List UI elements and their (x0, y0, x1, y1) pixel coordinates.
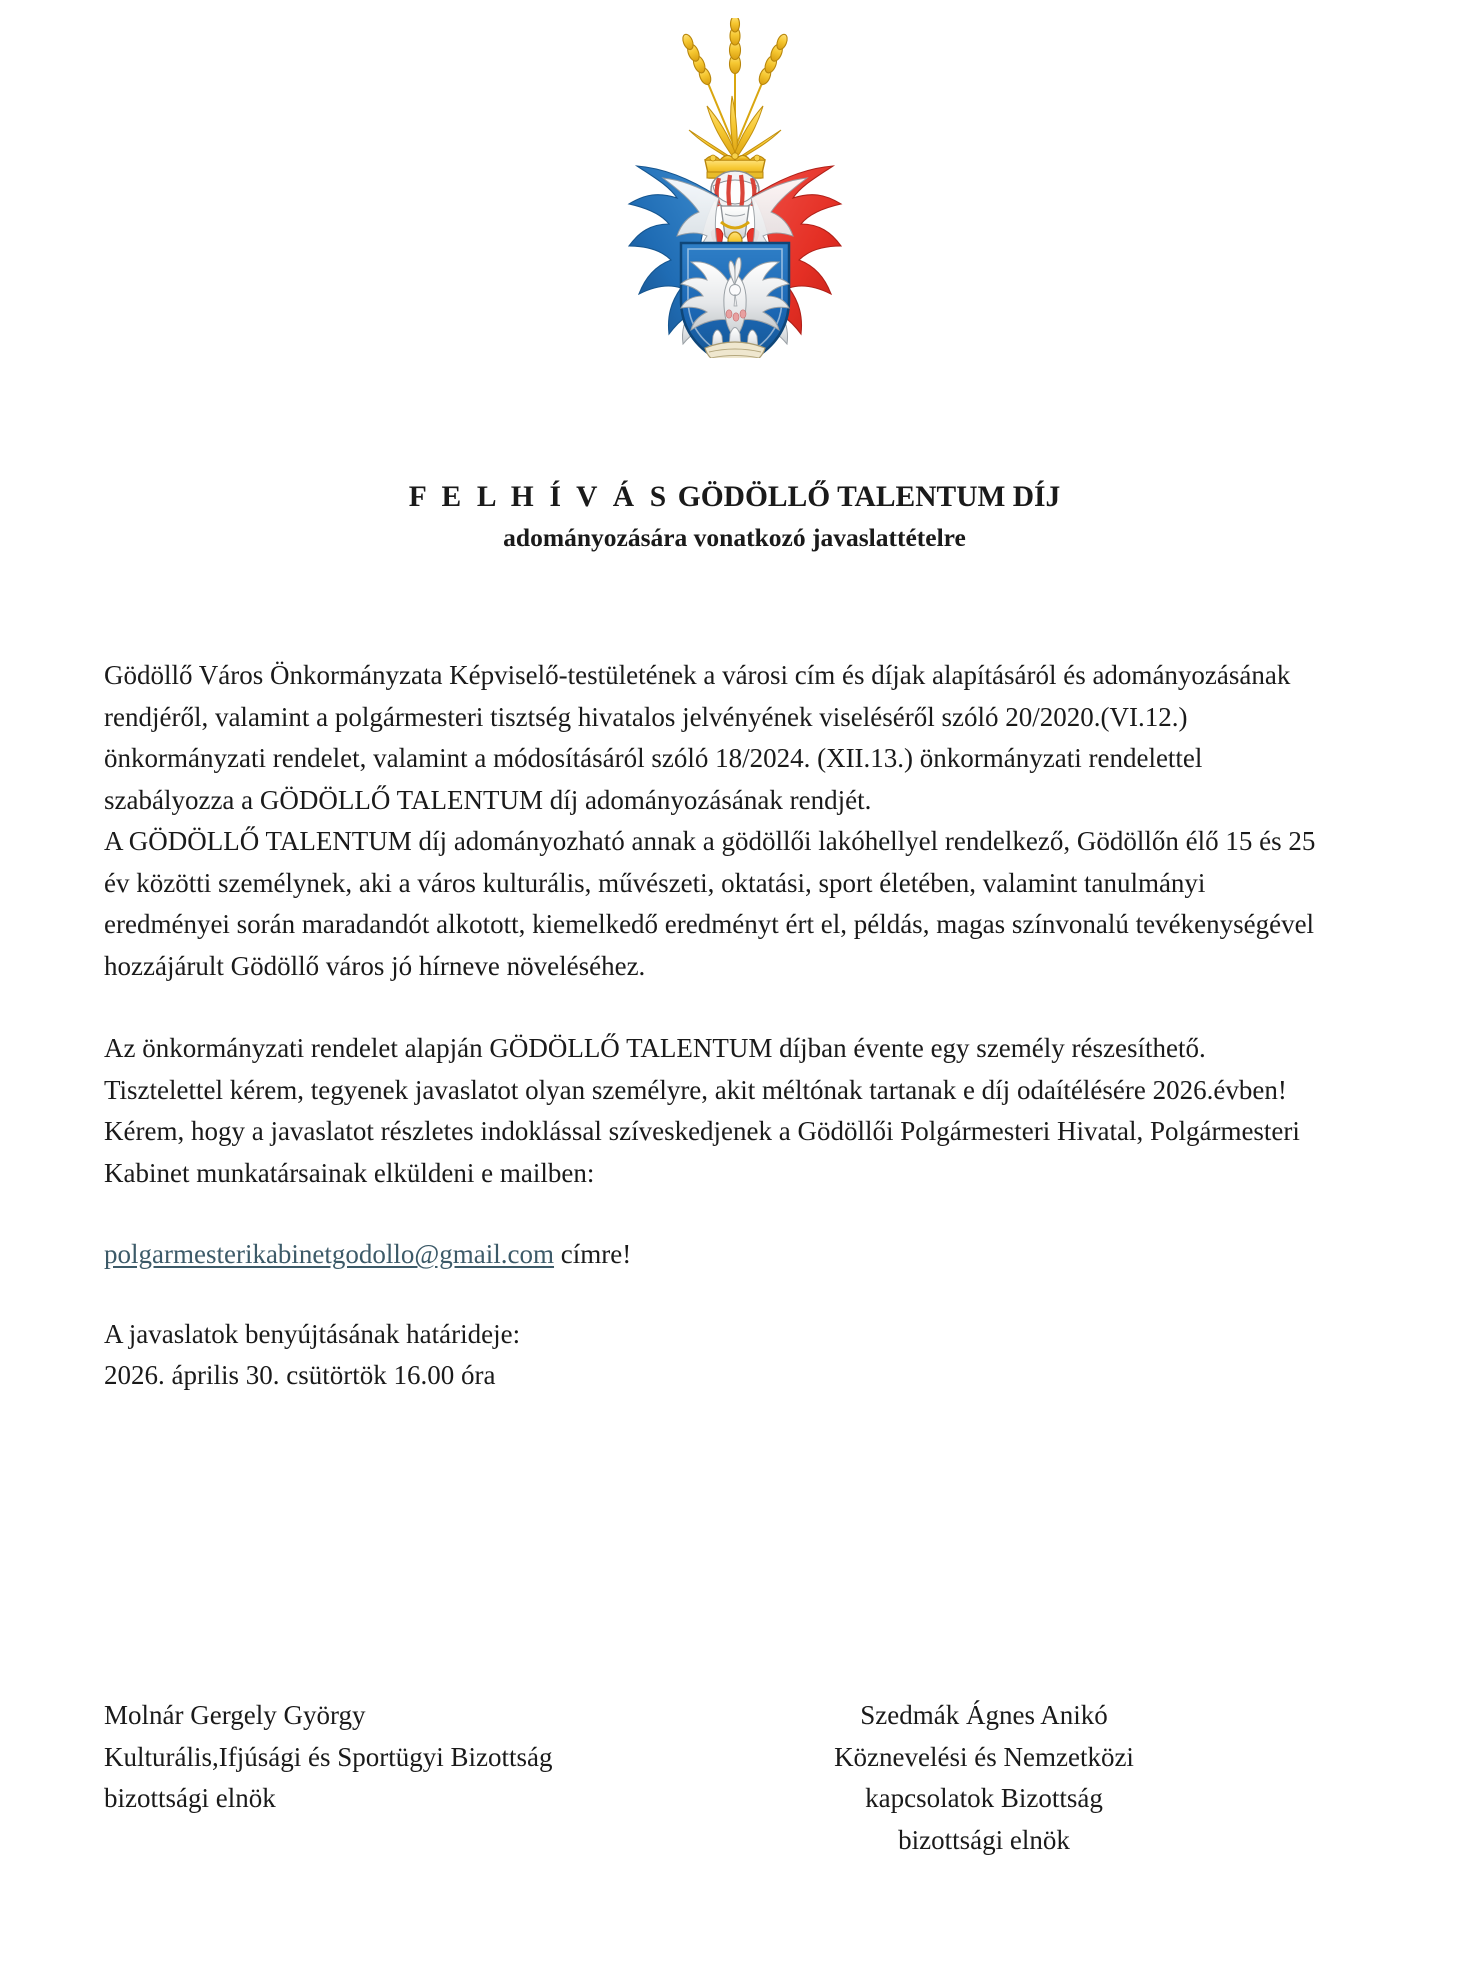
shield-icon (681, 243, 789, 358)
signature-right (704, 1695, 1264, 1861)
signature-left-role: bizottsági elnök (104, 1783, 276, 1813)
spacer (104, 1194, 1326, 1234)
title-block (0, 480, 1469, 554)
paragraph-nomination-request: Tisztelettel kérem, tegyenek javaslatot olyan személyre, akit méltónak tartanak e díj odaítélésére 2026.évben! (104, 1074, 1287, 1105)
paragraph-eligibility: A GÖDÖLLŐ TALENTUM díj adományozható annak a gödöllői lakóhellyel rendelkező, Gödöllőn élő 15 és 25 év közötti személynek, aki a város kulturális, művészeti, oktatási, sport életében, valamint tanulmányi eredményei során maradandót alkotott, kiemelkedő eredményt ért el, példás, magas színvonalú tevékenységével hozzájárult Gödöllő város jó hírneve növeléséhez. (104, 826, 1316, 981)
deadline-label: A javaslatok benyújtásának határideje: (104, 1318, 521, 1349)
email-suffix: címre! (554, 1239, 632, 1269)
page-subtitle: adományozására vonatkozó javaslattételre (503, 522, 966, 552)
paragraph-annual-award: Az önkormányzati rendelet alapján GÖDÖLLŐ TALENTUM díjban évente egy személy részesíthető. (104, 1033, 1206, 1063)
page-title-rest: GÖDÖLLŐ TALENTUM DÍJ (677, 481, 1061, 513)
page-title-spaced: F E L H Í V Á S (408, 481, 671, 513)
coat-of-arms-container (0, 18, 1469, 358)
signature-block (104, 1695, 1326, 1861)
spacer (104, 1276, 1326, 1314)
deadline-value: 2026. április 30. csütörtök 16.00 óra (104, 1360, 496, 1390)
email-line (104, 1234, 1326, 1276)
signature-left-committee: Kulturális,Ifjúsági és Sportügyi Bizottság (104, 1741, 553, 1772)
spacer (104, 987, 1326, 1028)
paragraph-submission-instructions: Kérem, hogy a javaslatot részletes indoklással szíveskedjenek a Gödöllői Polgármesteri Hivatal, Polgármesteri Kabinet munkatársainak elküldeni e mailben: (104, 1116, 1300, 1188)
signature-left (104, 1695, 704, 1820)
signature-right-committee-line-1: Köznevelési és Nemzetközi (834, 1741, 1134, 1772)
paragraph-regulation: Gödöllő Város Önkormányzata Képviselő-testületének a városi cím és díjak alapításáról és adományozásának rendjéről, valamint a polgármesteri tisztség hivatalos jelvényének viseléséről szóló 20/2020.(VI.12.) önkormányzati rendelet, valamint a módosításáról szóló 18/2024. (XII.13.) önkormányzati rendelettel szabályozza a GÖDÖLLŐ TALENTUM díj adományozásának rendjét. (104, 660, 1291, 815)
signature-right-name: Szedmák Ágnes Anikó (860, 1700, 1108, 1730)
email-link[interactable]: polgarmesterikabinetgodollo@gmail.com (104, 1239, 555, 1269)
signature-right-role: bizottsági elnök (898, 1824, 1070, 1855)
page-title (0, 480, 1469, 516)
helm-icon (711, 171, 759, 250)
signature-right-committee-line-2: kapcsolatok Bizottság (865, 1783, 1103, 1813)
godollo-coat-of-arms-icon (585, 18, 885, 358)
document-body (104, 655, 1326, 1397)
signature-left-name: Molnár Gergely György (104, 1700, 366, 1730)
